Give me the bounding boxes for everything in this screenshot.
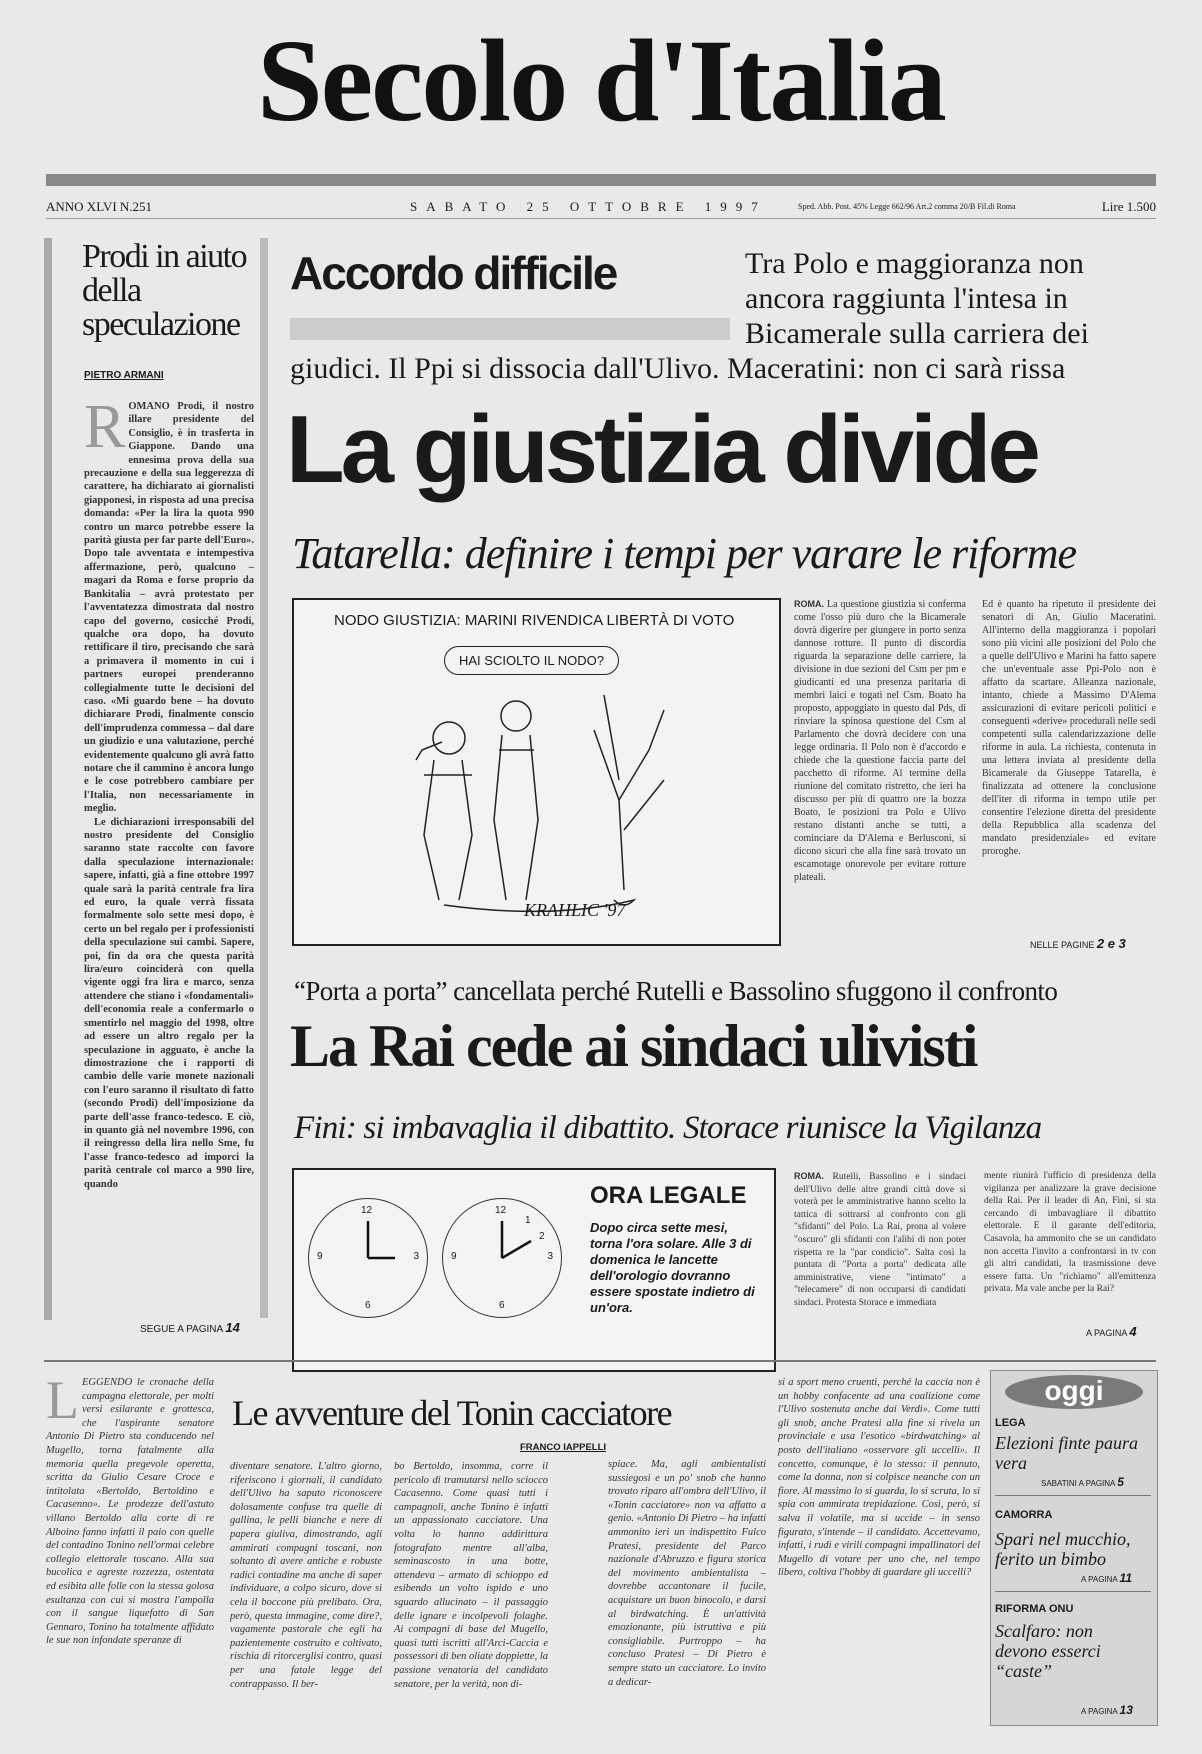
lead-jump-pages[interactable]: 2 e 3 [1096, 936, 1126, 951]
lead-dateline: ROMA. [794, 599, 824, 609]
footer-col-1-text: EGGENDO le cronache della campagna elettorale, per molti versi esilarante e grottesca, che l'aspirante senatore Antonio Di Pietro sta conducendo nel Mugello, torna fatalmente alla memoria quella pregevole operetta, scritta da Giulio Cesare Croce e intitolata «Bertoldo, Bertoldino e Cacasenno». Le prodezze dell'astuto villano Bertoldo alla corte di re Alboino fanno infatti il paio con quelle del contadino Tonino nell'ormai celebre collegio elettorale toscano. Alla sua bucolica e agreste rozzezza, ostentata ed esibita alle folle con la stessa golosa esultanza con cui si mostra l'ampolla con il sangue liquefatto di San Gennaro, Tonino ha totalmente affidato le sue non infondate speranze di [46, 1377, 214, 1647]
oggi-jump-page[interactable]: 5 [1117, 1475, 1124, 1489]
clock-num: 3 [413, 1251, 419, 1262]
oggi-jump-label: A PAGINA [1081, 1707, 1118, 1716]
cartoon-caption: NODO GIUSTIZIA: MARINI RIVENDICA LIBERTÀ DI VOTO [334, 612, 735, 629]
second-dateline: ROMA. [794, 1171, 824, 1181]
cartoon-drawing [294, 600, 779, 944]
column-divider [260, 238, 268, 1318]
clock-num: 1 [525, 1215, 531, 1226]
second-kicker: “Porta a porta” cancellata perché Rutelli e Bassolino sfuggono il confronto [294, 976, 1058, 1006]
clock-num: 12 [495, 1205, 507, 1216]
clock-num: 6 [365, 1300, 371, 1311]
left-article [84, 393, 254, 1191]
second-col-2: mente riunirà l'ufficio di presidenza della vigilanza per analizzare la grave decisione della Rai. Per il leader di An, Fini, si sta cercando di imbavagliare il dibattito elettorale. E il garante dell'editoria, Casavola, ha ammonito che se un candidato non accetta l'invito a confrontarsi in tv con gli altri candidati, la trasmissione deve essere fatta. Un "richiamo" all'emittenza privata. Ma vale anche per la Rai? [984, 1171, 1156, 1295]
masthead-title: Secolo d'Italia [257, 15, 945, 146]
oggi-jump [1081, 1703, 1133, 1717]
oggi-jump-page[interactable]: 11 [1119, 1571, 1133, 1585]
lead-headline[interactable]: La giustizia divide [286, 396, 1037, 503]
oggi-tag: LEGA [995, 1417, 1026, 1429]
lead-col-2: Ed è quanto ha ripetuto il presidente dei senatori di An, Giulio Maceratini. All'interno della maggioranza i popolari sono più vicini alle posizioni del Polo che a quelle dell'Ulivo e Marini ha fatto sapere che un'eventuale asse Ppi-Polo non è affatto da scartare. Alleanza nazionale, intanto, chiede a Massimo D'Alema assicurazioni di evitare pericoli politici e conseguenti «derive» procedurali nelle sedi competenti sulla calendarizzazione delle riforme in aula. La richiesta, contenuta in una lettera inviata al presidente della Bicamerale da Giuseppe Tatarella, è finalizzata ad ottenere la conclusione dell'iter di riforma in tempo utile per consentire l'elezione diretta del presidente della Repubblica alla scadenza del mandato presidenziale» ed evitare proroghe. [982, 599, 1156, 857]
lead-col-1-text: La questione giustizia si conferma come l'osso più duro che la Bicamerale dovrà digerire per giungere in porto senza dannose rotture. Il punto di discordia riguarda la separazione delle carriere, la divisione in due sezioni del Csm per pm e giudicanti ed una presenza paritaria di membri laici e togati nel Csm. Boato ha proposto, appoggiato in questo dal Pds, di rinviare la spinosa questione del Csm al Parlamento che dovrà decidere con una legge ordinaria. Il Polo non è d'accordo e chiede che la questione faccia parte del pacchetto di riforme. Al termine della riunione del comitato ristretto, che ieri ha discusso per più di quattro ore la bozza Boato, le posizioni tra Polo e Ulivo restano distanti anche se tutti, a cominciare da D'Alema e Berlusconi, si dicono sicuri che alla fine sarà trovato un escamotage onorevole per evitare rotture plateali. [794, 599, 966, 883]
second-headline[interactable]: La Rai cede ai sindaci ulivisti [290, 1013, 977, 1079]
footer-headline[interactable]: Le avventure del Tonin cacciatore [232, 1393, 672, 1433]
cartoon-signature: KRAHLIC '97 [524, 900, 626, 920]
ora-legale-title: ORA LEGALE [590, 1182, 747, 1209]
cartoon [292, 598, 781, 946]
oggi-box [990, 1370, 1158, 1726]
lead-subhead: Tatarella: definire i tempi per varare le riforme [292, 529, 1077, 578]
clock-num: 12 [361, 1205, 373, 1216]
second-col-1-text: Rutelli, Bassolino e i sindaci dell'Ulivo delle altre grandi città dove si voterà per le amministrative hanno scelto la tattica di sottrarsi al confronto con gli "sfidanti" del Polo. La Rai, prona al volere "oscuro" gli sfidanti con l'alibi di non poter rispetta re la "par condicio". Salta così la puntata di "Porta a porta" dedicata alle amministrative, viene "intimato" a "telecamere" di non occuparsi di candidati sindaci. Protesta Storace e immediata [794, 1172, 967, 1308]
footer-col-3: bo Bertoldo, insomma, corre il pericolo di tramutarsi nello sciocco Cacasenno. Come quasi tutti i campagnoli, anche Tonino è infatti un appassionato cacciatore. Una volta lo hanno addirittura fotografato mentre all'alba, seminascosto in una botte, attendeva – armato di schioppo ed esibendo un volto ispido e uno sguardo allucinato – il passaggio delle ignare e incolpevoli folaghe. Ai compagni di base del Mugello, quasi tutti iscritti all'Arci-Caccia e possessori di ben oliate doppiette, la passione venatoria del candidato senatore, per la verità, non di- [394, 1461, 548, 1690]
lead-deck-line: giudici. Il Ppi si dissocia dall'Ulivo. Maceratini: non ci sarà rissa [290, 352, 1066, 385]
tree [594, 695, 664, 890]
issue-number: ANNO XLVI N.251 [46, 199, 153, 214]
oggi-headline[interactable]: Spari nel mucchio, ferito un bimbo [995, 1529, 1131, 1569]
ora-legale-box [292, 1168, 776, 1372]
second-jump [1086, 1324, 1137, 1339]
left-headline[interactable]: Prodi in aiuto della speculazione [82, 238, 247, 343]
figure-body-left [424, 760, 472, 900]
oggi-jump [1041, 1475, 1124, 1489]
dropcap: R [84, 393, 126, 461]
clock-num: 6 [499, 1300, 505, 1311]
footer-col-2: diventare senatore. L'altro giorno, riferiscono i giornali, il candidato dell'Ulivo ha saputo riconoscere dolosamente confuse tra quelle di gallina, le pelli bianche e nere di papera giuliva, dimostrando, agli ammirati compagni toscani, non soltanto di avere antiche e robuste radici contadine ma anche di saper individuare, a colpo sicuro, dove si cela il boccone più prelibato. Ora, però, questa immagine, come dire?, vagamente pastorale che egli ha pazientemente costruito e coltivato, rischia di ritorcerglisi contro, quasi per una fatale legge del contrappasso. Il ber- [230, 1461, 382, 1690]
oggi-headline[interactable]: Elezioni finte paura vera [995, 1433, 1138, 1473]
issue-date: SABATO 25 OTTOBRE 1997 [410, 199, 767, 214]
pipe [416, 742, 442, 760]
deck-shade [290, 318, 730, 340]
lead-jump [1030, 936, 1126, 951]
footer-byline: FRANCO IAPPELLI [520, 1442, 607, 1453]
footer-col-5: si a sport meno cruenti, perché la caccia non è un hobby confacente ad una coalizione come l'Ulivo sostenuta anche dai Verdi». Come tutti gli snob, anche Pratesi alla fine si rivela un provinciale e usa l'esotico «birdwatching» al posto dell'italiano «osservare gli uccelli». Il concetto, comunque, è lo stesso: il pennuto, come la donna, non si colpisce neanche con un fiore. Al massimo lo si guarda, lo si scruta, lo si spia con ammirata trepidazione. Così, però, si salva il volatile, ma si uccide – in senso figurato, s'intende – il candidato. Accettevamo, infatti, i rudi e virili compagni impallinatori del Mugello di votare per uno che, nel tempo libero, coltiva l'hobby di guardare gli uccelli? [778, 1377, 980, 1579]
figure-body-right [494, 735, 538, 900]
oggi-tag: RIFORMA ONU [995, 1603, 1074, 1615]
left-column-bar [44, 238, 52, 1320]
oggi-tag: CAMORRA [995, 1509, 1053, 1521]
oggi-title: oggi [1005, 1375, 1143, 1409]
masthead-bar [46, 174, 1156, 186]
clock-after [442, 1198, 562, 1318]
clock-hands [309, 1199, 427, 1317]
second-col-1 [794, 1170, 966, 1310]
oggi-jump-page[interactable]: 13 [1119, 1703, 1133, 1717]
footer-col-4: spiace. Ma, agli ambientalisti sussiegosi e un po' snob che hanno trovato riparo all'ombra dell'Ulivo, il «Tonin cacciatore» non va affatto a genio. «Antonio Di Pietro – ha infatti ammonito ieri un indispettito Fulco Pratesi, presidente del Parco nazionale d'Abruzzo e figura storica del movimento ambientalista – dovrebbe accantonare il fucile, acquistare un buon binocolo, e darsi al birdwatching. È un'attività emozionante, più istruttiva e più consigliabile. Purtroppo – ha concluso Pratesi – Di Pietro è sempre stato un cacciatore. Lo invito a dedicar- [608, 1459, 766, 1688]
postal-info: Sped. Abb. Post. 45% Legge 662/96 Art.2 comma 20/B Fil.di Roma [798, 202, 1016, 211]
left-jump-label: SEGUE A PAGINA [140, 1324, 223, 1335]
second-jump-label: A PAGINA [1086, 1328, 1127, 1338]
figure-head-left [433, 722, 465, 754]
left-byline: PIETRO ARMANI [84, 370, 164, 381]
oggi-divider [995, 1591, 1151, 1592]
footer-dropcap: L [46, 1370, 79, 1430]
clock-before [308, 1198, 428, 1318]
clock-num: 2 [539, 1231, 545, 1242]
second-jump-page[interactable]: 4 [1129, 1324, 1137, 1339]
clock-num: 9 [451, 1251, 457, 1262]
issue-info-line [46, 196, 1156, 219]
cartoon-bubble: HAI SCIOLTO IL NODO? [444, 646, 619, 675]
lead-col-1 [794, 598, 966, 884]
lead-kicker[interactable]: Accordo difficile [290, 247, 617, 299]
clock-hands [443, 1199, 561, 1317]
lead-deck: Tra Polo e maggioranza non ancora raggiunta l'intesa in Bicamerale sulla carriera dei [745, 247, 1089, 350]
oggi-jump [1081, 1571, 1132, 1585]
left-jump [140, 1320, 240, 1335]
issue-price: Lire 1.500 [1101, 199, 1156, 214]
left-article-body: OMANO Prodi, il nostro illare presidente del Consiglio, è in trasferta in Giappone. Dando una ennesima prova della sua precauzione e della sua leggerezza di carattere, ha dichiarato ai giornalisti giapponesi, in risposta ad una precisa domanda: «Per la lira la quota 990 contro un marco potrebbe essere la parità giusta per far parte dell'Euro». Dopo tale avventata e intempestiva affermazione, però, qualcuno – magari da Roma e forse proprio da Bankitalia – avrà protestato per l'avventatezza dimostrata dal nostro capo del governo, cosicché Prodi, qualche ora dopo, ha dovuto rettificare il tiro, precisando che sarà a primavera il momento in cui i partners europei prenderanno collegialmente tutte le decisioni del caso. «Mi guardo bene – ha dovuto dichiarare Prodi, finalmente conscio dell'imprudenza commessa – dal dare un giudizio e una valutazione, perché evidentemente qualcuno gli avrà fatto notare che il cammino è ancora lungo e le cose potrebbero cambiare per l'Italia, non necessariamente in meglio. [84, 401, 254, 815]
footer-rule [44, 1360, 1156, 1362]
figure-head-right [501, 701, 531, 731]
oggi-headline[interactable]: Scalfaro: non devono esserci “caste” [995, 1621, 1101, 1681]
footer-col-1 [46, 1370, 214, 1648]
clock-num: 9 [317, 1251, 323, 1262]
oggi-divider [995, 1495, 1151, 1496]
ora-legale-text: Dopo circa sette mesi, torna l'ora solare. Alle 3 di domenica le lancette dell'orologio dovranno essere spostate indietro di un'ora. [590, 1220, 755, 1315]
left-jump-page[interactable]: 14 [225, 1320, 240, 1335]
clock-num: 3 [547, 1251, 553, 1262]
oggi-jump-label: A PAGINA [1081, 1575, 1118, 1584]
oggi-jump-label: SABATINI A PAGINA [1041, 1479, 1115, 1488]
lead-jump-label: NELLE PAGINE [1030, 940, 1095, 950]
left-article-body2: Le dichiarazioni irresponsabili del nostro presidente del Consiglio saranno state raccolte con favore dalla speculazione internazionale: sapere, infatti, già a fine ottobre 1997 quale sarà la parità centrale fra lira ed euro, la quale verrà fissata formalmente solo sette mesi dopo, è certo un bel regalo per i professionisti della speculazione sui cambi. Sapere, poi, fin da ora che questa parità lira/euro coinciderà con quella vigente oggi fra lira e marco, senza attendere che stiano i «fondamentali» dell'economia reale a confermarlo o smentirlo nel maggio del 1998, oltre ad essere un altro regalo per la speculazione in agguato, è anche la dimostrazione che i rapporti di cambio delle varie monete nazionali con l'euro saranno il risultato di fatto (secondo Prodi) dell'imposizione da parte dell'asse franco-tedesco. E ciò, in quanto già nel novembre 1996, con il reingresso della lira nello Sme, fu l'asse franco-tedesco ad imporci la parità centrale col marco a 990 lire, quando [84, 816, 254, 1190]
second-subhead: Fini: si imbavaglia il dibattito. Storace riunisce la Vigilanza [294, 1110, 1042, 1146]
